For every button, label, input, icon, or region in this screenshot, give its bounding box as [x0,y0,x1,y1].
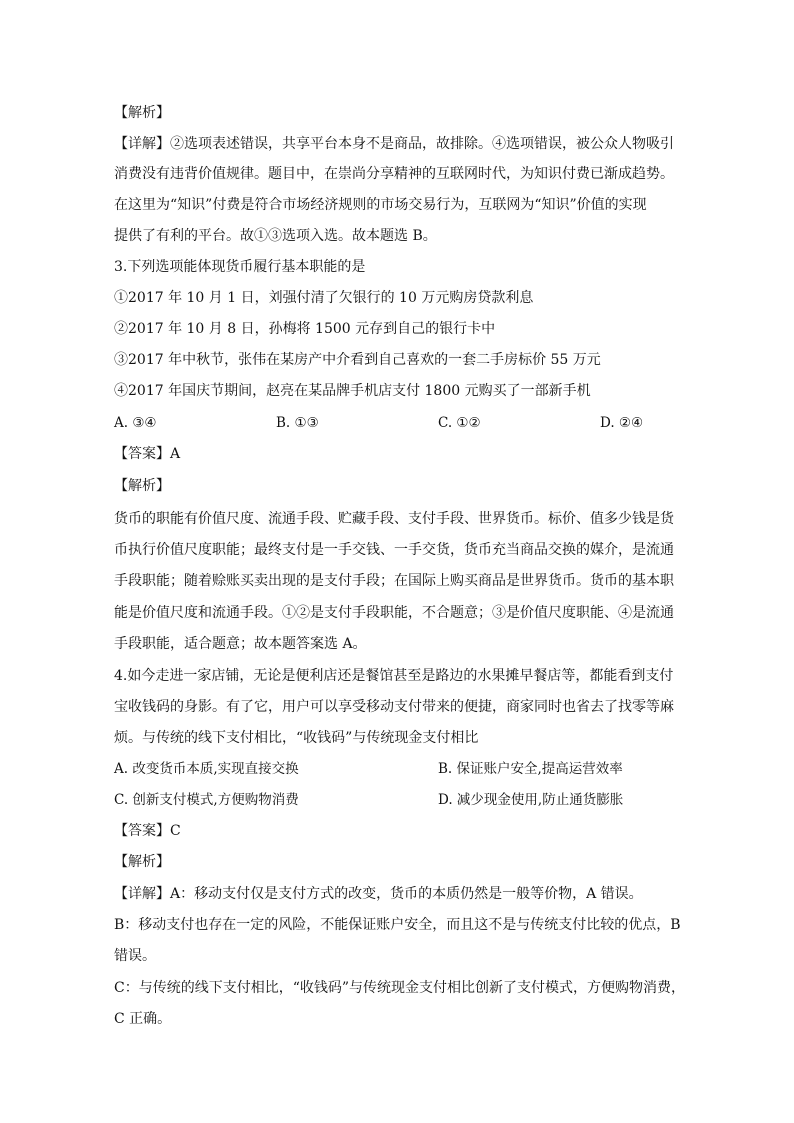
q3-analysis-line-5: 手段职能，适合题意；故本题答案选 A。 [114,636,367,652]
q2-detail-line-3: 在这里为“知识”付费是符合市场经济规则的市场交易行为，互联网为“知识”价值的实现 [114,197,647,213]
q4-stem-line-1: 4.如今走进一家店铺，无论是便利店还是餐馆甚至是路边的水果摊早餐店等，都能看到支付 [114,668,674,684]
q4-detail-line-1: 【详解】A：移动支付仅是支付方式的改变，货币的本质仍然是一般等价物，A 错误。 [114,886,643,902]
q3-option-c: C. ①② [438,415,481,431]
q4-answer: 【答案】C [114,823,181,839]
q4-option-a: A. 改变货币本质,实现直接交换 [114,761,299,777]
q3-option-b: B. ①③ [276,415,319,431]
q3-item-1: ①2017 年 10 月 1 日，刘强付清了欠银行的 10 万元购房贷款利息 [114,290,534,306]
q3-option-a: A. ③④ [114,415,157,431]
q4-stem-line-3: 烦。与传统的线下支付相比，“收钱码”与传统现金支付相比 [114,730,479,746]
q4-analysis-label: 【解析】 [114,854,170,870]
q4-option-b: B. 保证账户安全,提高运营效率 [438,761,623,777]
q4-stem-line-2: 宝收钱码的身影。有了它，用户可以享受移动支付带来的便捷，商家同时也省去了找零等麻 [114,699,674,715]
q3-analysis-line-4: 能是价值尺度和流通手段。①②是支付手段职能，不合题意；③是价值尺度职能、④是流通 [114,605,674,621]
q3-item-3: ③2017 年中秋节，张伟在某房产中介看到自己喜欢的一套二手房标价 55 万元 [114,352,601,368]
q3-option-d: D. ②④ [600,415,644,431]
q3-item-4: ④2017 年国庆节期间，赵亮在某品牌手机店支付 1800 元购买了一部新手机 [114,383,591,399]
q3-item-2: ②2017 年 10 月 8 日，孙梅将 1500 元存到自己的银行卡中 [114,321,496,337]
q3-analysis-label: 【解析】 [114,478,170,494]
q3-answer: 【答案】A [114,446,181,462]
q4-detail-line-4: C：与传统的线下支付相比，“收钱码”与传统现金支付相比创新了支付模式，方便购物消费， [114,980,686,996]
q4-detail-line-3: 错误。 [114,948,156,964]
q3-analysis-line-1: 货币的职能有价值尺度、流通手段、贮藏手段、支付手段、世界货币。标价、值多少钱是货 [114,511,674,527]
q3-analysis-line-2: 币执行价值尺度职能；最终支付是一手交钱、一手交货，货币充当商品交换的媒介，是流通 [114,542,674,558]
q4-option-c: C. 创新支付模式,方便购物消费 [114,792,299,808]
q4-detail-line-5: C 正确。 [114,1011,172,1027]
q2-detail-line-4: 提供了有利的平台。故①③选项入选。故本题选 B。 [114,228,437,244]
q2-detail-line-1: 【详解】②选项表述错误，共享平台本身不是商品，故排除。④选项错误，被公众人物吸引 [114,136,674,152]
q2-detail-line-2: 消费没有违背价值规律。题目中，在崇尚分享精神的互联网时代，为知识付费已渐成趋势。 [114,166,674,182]
q4-option-d: D. 减少现金使用,防止通货膨胀 [438,792,624,808]
q4-detail-line-2: B：移动支付也存在一定的风险，不能保证账户安全，而且这不是与传统支付比较的优点，B [114,917,681,933]
q3-stem: 3.下列选项能体现货币履行基本职能的是 [114,259,366,275]
q2-analysis-label: 【解析】 [114,105,170,121]
q3-analysis-line-3: 手段职能；随着赊账买卖出现的是支付手段；在国际上购买商品是世界货币。货币的基本职 [114,573,674,589]
